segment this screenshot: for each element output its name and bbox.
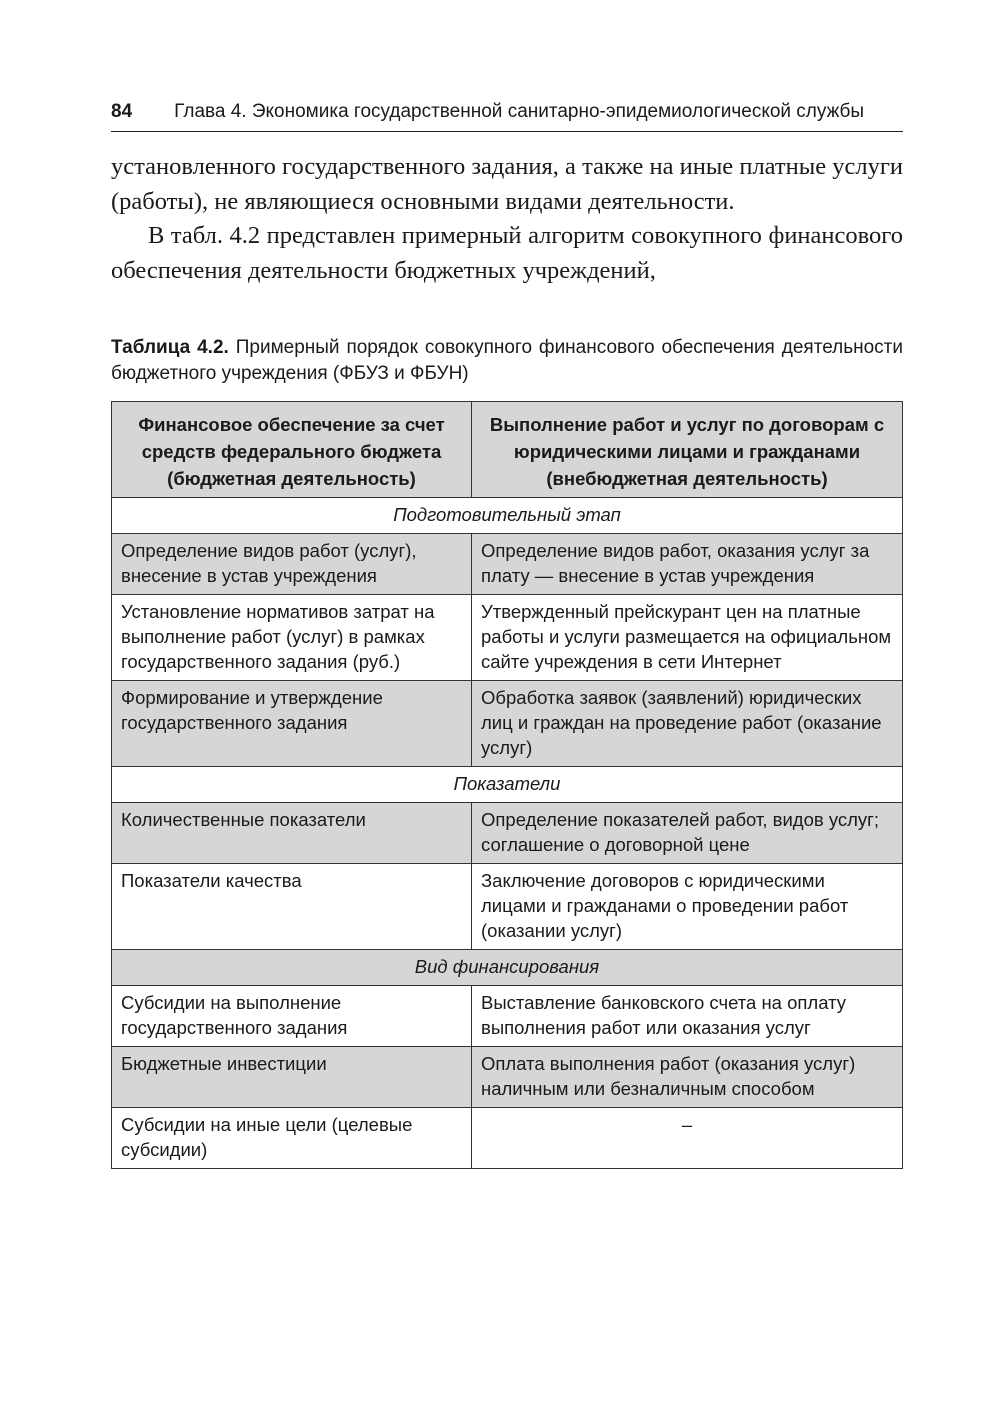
table-caption [111,335,903,387]
column-header-extrabudget: Выполнение работ и услуг по договорам с юридическими лицами и гражданами (внебюджетная деятельность) [472,402,903,498]
cell-right: Определение показателей работ, видов услуг; соглашение о договорной цене [472,803,903,864]
table-row [112,595,903,681]
cell-right: Обработка заявок (заявлений) юридических лиц и граждан на проведение работ (оказание услуг) [472,681,903,767]
financing-table [111,401,903,1169]
body-text [111,150,903,288]
section-title: Вид финансирования [112,950,903,986]
cell-left: Установление нормативов затрат на выполнение работ (услуг) в рамках государственного задания (руб.) [112,595,472,681]
page-number: 84 [111,101,133,122]
cell-left: Определение видов работ (услуг), внесение в устав учреждения [112,534,472,595]
cell-right: Заключение договоров с юридическими лицами и гражданами о проведении работ (оказании услуг) [472,864,903,950]
table-row [112,1108,903,1169]
section-row [112,767,903,803]
table-row [112,986,903,1047]
cell-left: Субсидии на выполнение государственного задания [112,986,472,1047]
section-title: Подготовительный этап [112,498,903,534]
cell-right: Выставление банковского счета на оплату выполнения работ или оказания услуг [472,986,903,1047]
paragraph: установленного государственного задания, а также на иные платные услуги (работы), не являющиеся основными видами деятельности. [111,153,903,215]
cell-left: Субсидии на иные цели (целевые субсидии) [112,1108,472,1169]
cell-left: Бюджетные инвестиции [112,1047,472,1108]
table-caption-label: Таблица 4.2. [111,337,229,358]
section-row [112,498,903,534]
section-row [112,950,903,986]
cell-left: Количественные показатели [112,803,472,864]
table-row [112,803,903,864]
cell-right: – [472,1108,903,1169]
table-row [112,534,903,595]
section-title: Показатели [112,767,903,803]
cell-left: Формирование и утверждение государственного задания [112,681,472,767]
running-header [111,101,903,132]
cell-left: Показатели качества [112,864,472,950]
cell-right: Утвержденный прейскурант цен на платные работы и услуги размещается на официальном сайте учреждения в сети Интернет [472,595,903,681]
table-row [112,1047,903,1108]
cell-right: Определение видов работ, оказания услуг за плату — внесение в устав учреждения [472,534,903,595]
paragraph: В табл. 4.2 представлен примерный алгоритм совокупного финансового обеспечения деятельности бюджетных учреждений, [111,222,903,284]
cell-right: Оплата выполнения работ (оказания услуг) наличным или безналичным способом [472,1047,903,1108]
table-header-row [112,402,903,498]
table-row [112,681,903,767]
table-row [112,864,903,950]
table-caption-text: Примерный порядок совокупного финансового обеспечения деятельности бюджетного учреждения (ФБУЗ и ФБУН) [111,337,903,384]
chapter-title: Глава 4. Экономика государственной санитарно-эпидемиологической службы [174,101,865,122]
column-header-budget: Финансовое обеспечение за счет средств федерального бюджета (бюджетная деятельность) [112,402,472,498]
